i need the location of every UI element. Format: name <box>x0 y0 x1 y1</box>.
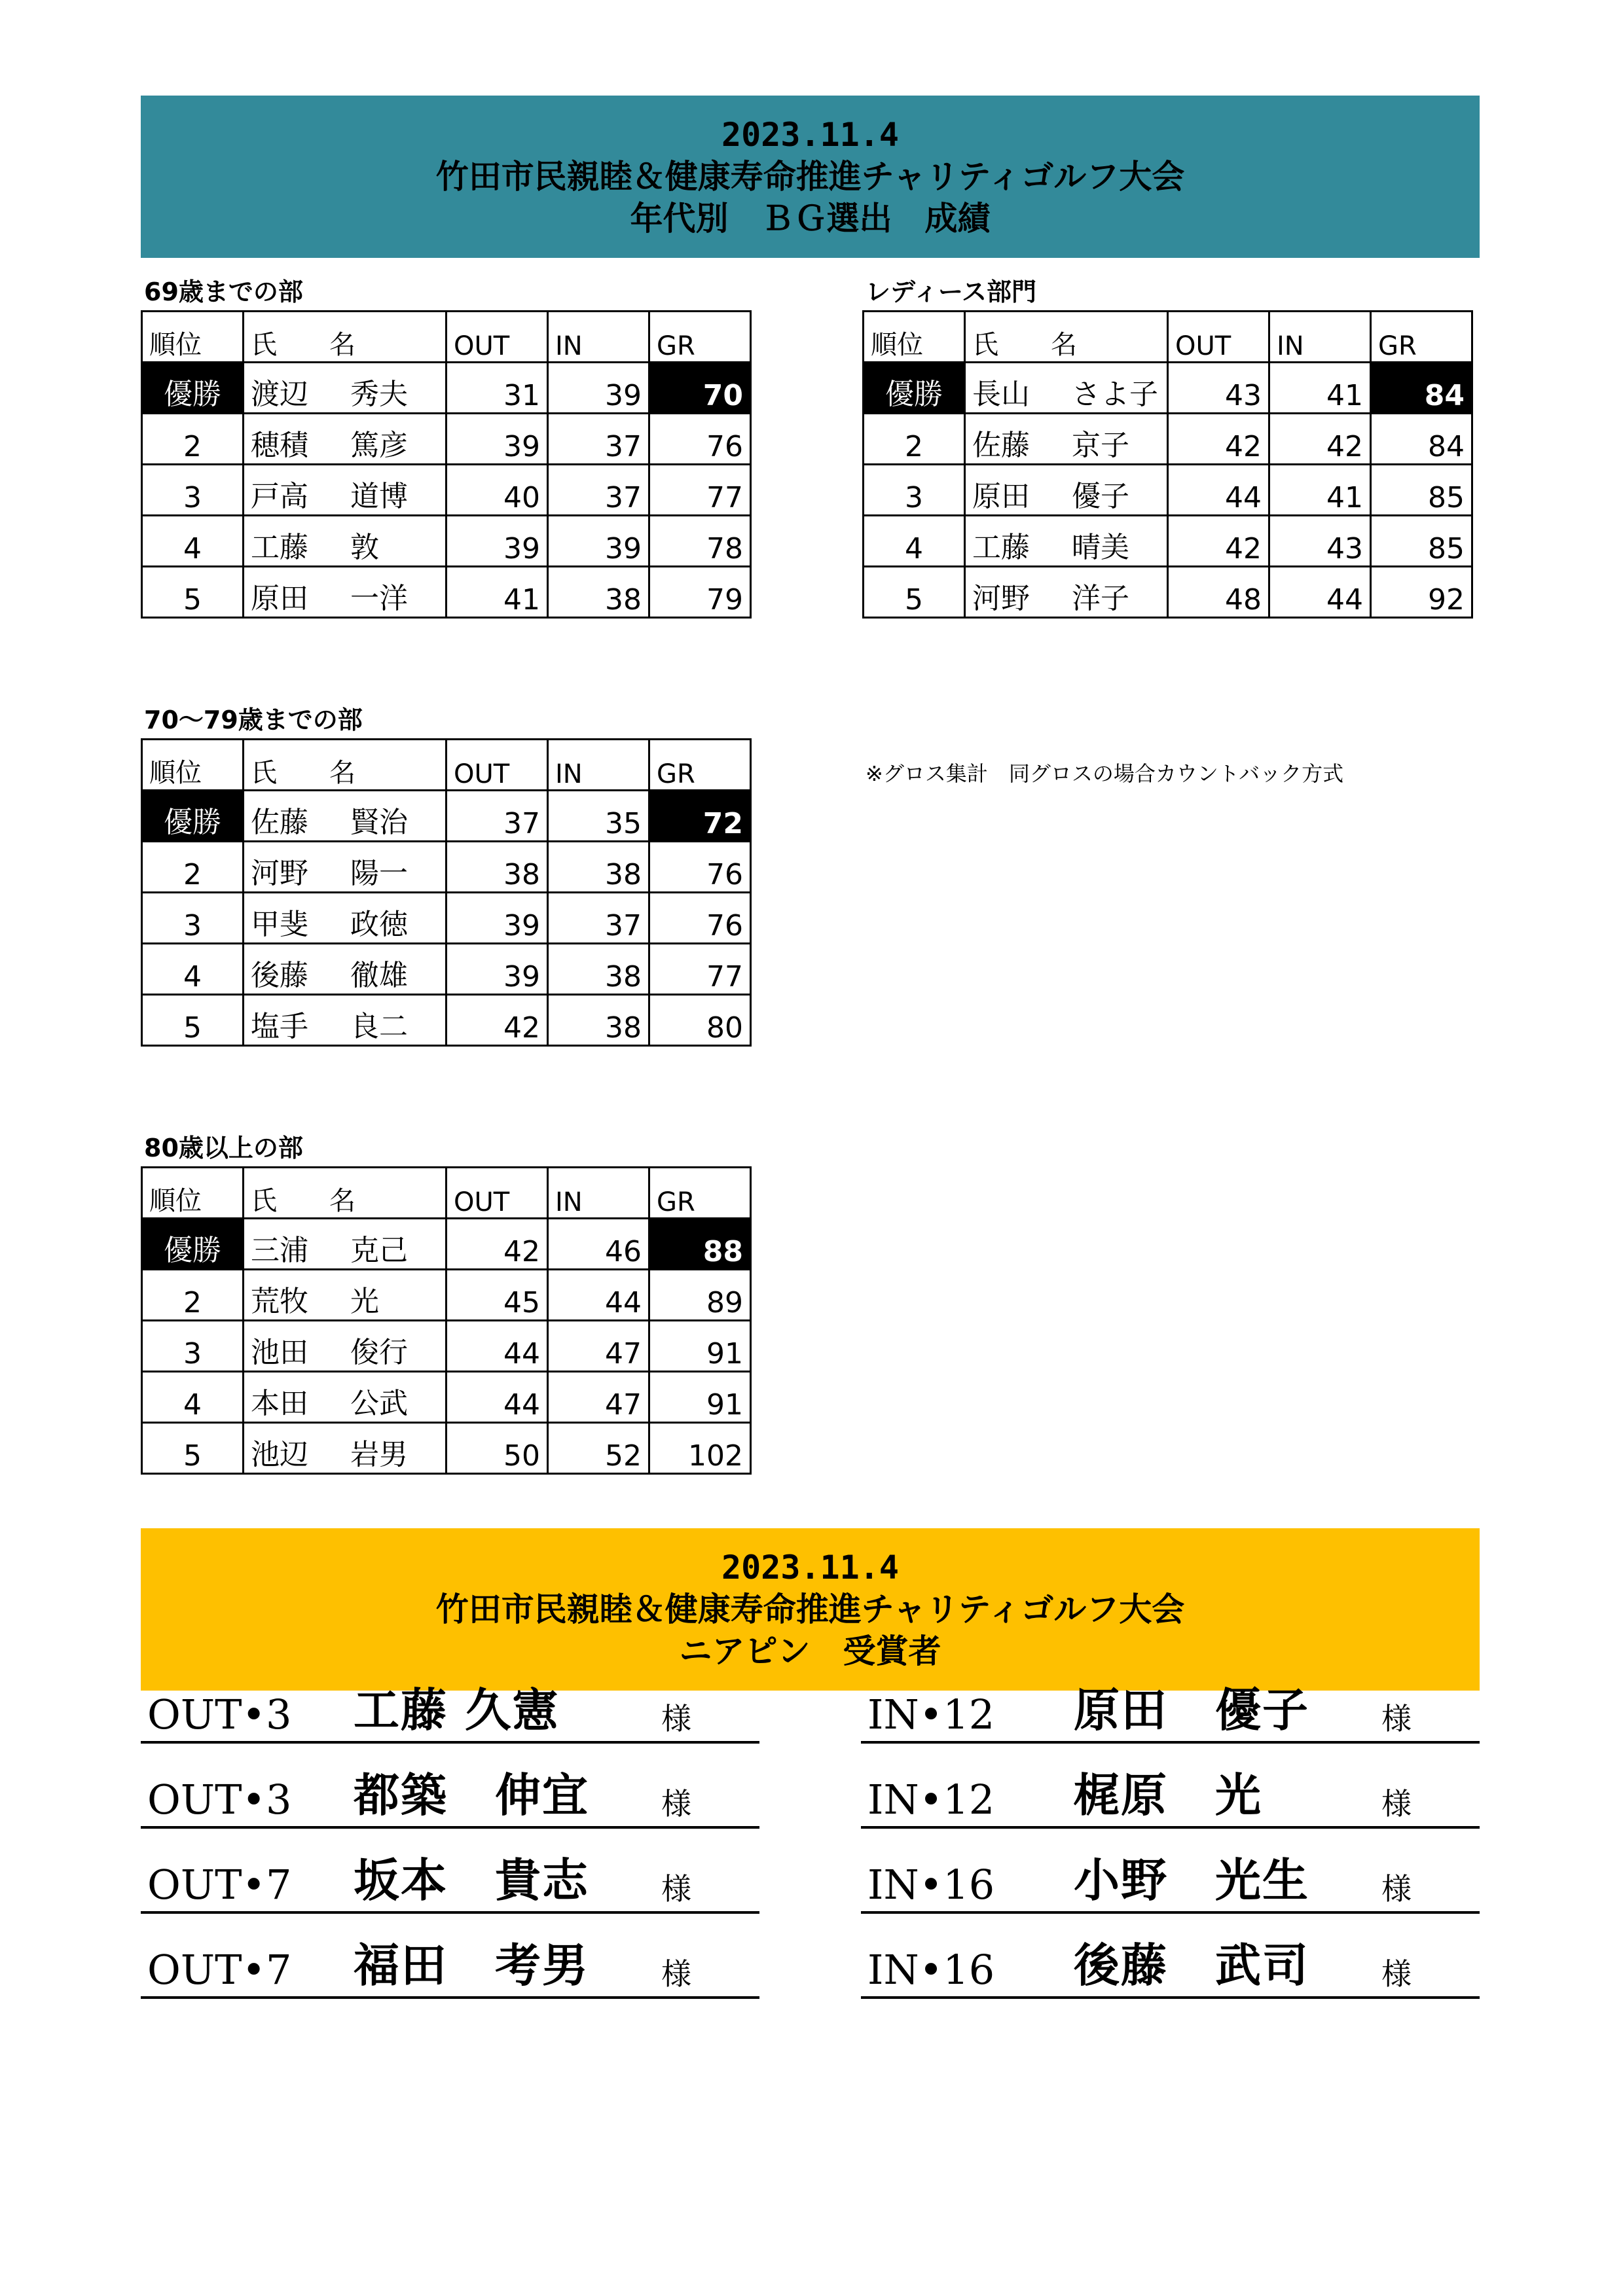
out-score: 44 <box>447 1372 548 1423</box>
surname: 池田 <box>251 1336 308 1369</box>
nearpin-winner-name: 小野 光生 <box>1074 1853 1309 1907</box>
gross-score: 72 <box>649 791 751 842</box>
table-row <box>142 567 751 618</box>
given-name: 優子 <box>1072 480 1129 513</box>
gross-score: 76 <box>649 842 751 893</box>
table-header-row <box>142 312 751 363</box>
given-name: 京子 <box>1072 429 1129 462</box>
section-label-under69: 69歳までの部 <box>144 278 303 306</box>
table-row <box>142 791 751 842</box>
honorific: 様 <box>1381 1871 1412 1907</box>
honorific: 様 <box>1381 1956 1412 1992</box>
gross-score: 91 <box>649 1372 751 1423</box>
honorific: 様 <box>1381 1701 1412 1736</box>
surname: 渡辺 <box>251 378 308 411</box>
rank-cell: 5 <box>142 995 244 1046</box>
out-score: 42 <box>447 995 548 1046</box>
given-name: 洋子 <box>1072 582 1129 615</box>
gross-score: 85 <box>1371 516 1472 567</box>
surname: 荒牧 <box>251 1285 308 1318</box>
section-label-ladies: レディース部門 <box>866 278 1037 306</box>
given-name: 俊行 <box>350 1336 408 1369</box>
in-score: 38 <box>548 995 649 1046</box>
column-header: GR <box>1371 312 1472 363</box>
rank-cell: 2 <box>864 414 965 465</box>
gross-score: 78 <box>649 516 751 567</box>
surname: 河野 <box>972 582 1030 615</box>
given-name: 篤彦 <box>350 429 408 462</box>
table-row <box>864 363 1472 414</box>
name-cell <box>965 465 1168 516</box>
surname: 穂積 <box>251 429 308 462</box>
rank-cell: 4 <box>142 1372 244 1423</box>
given-name: 克己 <box>350 1234 408 1267</box>
column-header: 順位 <box>864 312 965 363</box>
column-header: 順位 <box>142 740 244 791</box>
out-score: 48 <box>1168 567 1269 618</box>
given-name: 晴美 <box>1072 531 1129 564</box>
in-score: 37 <box>548 414 649 465</box>
given-name: 公武 <box>350 1387 408 1420</box>
rank-cell: 優勝 <box>142 363 244 414</box>
nearpin-winner-name: 原田 優子 <box>1074 1683 1309 1737</box>
out-score: 37 <box>447 791 548 842</box>
nearpin-hole: OUT•3 <box>147 1691 292 1738</box>
in-score: 41 <box>1269 465 1371 516</box>
surname: 工藤 <box>972 531 1030 564</box>
surname: 三浦 <box>251 1234 308 1267</box>
nearpin-row <box>141 1933 759 1999</box>
results-table-over80 <box>141 1166 752 1475</box>
rank-cell: 優勝 <box>864 363 965 414</box>
results-table-under69 <box>141 310 752 619</box>
table-row <box>142 1219 751 1270</box>
table-row <box>142 414 751 465</box>
name-cell <box>244 465 447 516</box>
gross-score: 77 <box>649 465 751 516</box>
gross-score: 92 <box>1371 567 1472 618</box>
table-row <box>142 1372 751 1423</box>
nearpin-banner-subtitle: ニアピン 受賞者 <box>679 1632 941 1670</box>
column-header: OUT <box>447 312 548 363</box>
column-header: IN <box>1269 312 1371 363</box>
table-row <box>864 516 1472 567</box>
gross-score: 76 <box>649 893 751 944</box>
table-header-row <box>864 312 1472 363</box>
results-banner <box>141 96 1480 258</box>
surname: 原田 <box>972 480 1030 513</box>
rank-cell: 5 <box>142 567 244 618</box>
out-score: 42 <box>1168 414 1269 465</box>
in-score: 52 <box>548 1423 649 1474</box>
nearpin-hole: IN•16 <box>867 1861 995 1909</box>
rank-cell: 3 <box>142 1321 244 1372</box>
name-cell <box>244 1423 447 1474</box>
rank-cell: 4 <box>142 516 244 567</box>
surname: 池辺 <box>251 1438 308 1471</box>
out-score: 38 <box>447 842 548 893</box>
nearpin-hole: OUT•3 <box>147 1776 292 1823</box>
column-header: IN <box>548 1168 649 1219</box>
nearpin-row <box>861 1933 1480 1999</box>
in-score: 41 <box>1269 363 1371 414</box>
name-cell <box>244 516 447 567</box>
table-row <box>142 465 751 516</box>
column-header: 順位 <box>142 312 244 363</box>
column-header: IN <box>548 740 649 791</box>
gross-score: 80 <box>649 995 751 1046</box>
rank-cell: 5 <box>864 567 965 618</box>
table-row <box>142 995 751 1046</box>
table-row <box>142 363 751 414</box>
out-score: 39 <box>447 944 548 995</box>
name-cell <box>244 893 447 944</box>
in-score: 44 <box>1269 567 1371 618</box>
name-cell <box>965 516 1168 567</box>
gross-score: 76 <box>649 414 751 465</box>
column-header: GR <box>649 740 751 791</box>
in-score: 38 <box>548 567 649 618</box>
name-cell <box>244 1372 447 1423</box>
column-header: OUT <box>1168 312 1269 363</box>
name-cell <box>965 363 1168 414</box>
table-row <box>142 944 751 995</box>
out-score: 43 <box>1168 363 1269 414</box>
out-score: 39 <box>447 414 548 465</box>
name-cell <box>965 567 1168 618</box>
surname: 本田 <box>251 1387 308 1420</box>
name-cell <box>965 414 1168 465</box>
honorific: 様 <box>661 1871 691 1907</box>
nearpin-hole: OUT•7 <box>147 1861 292 1909</box>
given-name: 徹雄 <box>350 959 408 992</box>
name-cell <box>244 1270 447 1321</box>
out-score: 42 <box>1168 516 1269 567</box>
name-cell <box>244 1321 447 1372</box>
honorific: 様 <box>661 1786 691 1821</box>
rank-cell: 4 <box>864 516 965 567</box>
rank-cell: 2 <box>142 1270 244 1321</box>
gross-score: 85 <box>1371 465 1472 516</box>
nearpin-row <box>861 1763 1480 1829</box>
surname: 長山 <box>972 378 1030 411</box>
name-cell <box>244 414 447 465</box>
nearpin-hole: IN•12 <box>867 1776 995 1823</box>
surname: 原田 <box>251 582 308 615</box>
gross-score: 84 <box>1371 414 1472 465</box>
surname: 佐藤 <box>251 806 308 839</box>
surname: 後藤 <box>251 959 308 992</box>
nearpin-winner-name: 後藤 武司 <box>1074 1938 1309 1992</box>
column-header: 氏 名 <box>965 312 1168 363</box>
in-score: 38 <box>548 842 649 893</box>
nearpin-winner-name: 福田 考男 <box>354 1938 589 1992</box>
nearpin-row <box>141 1848 759 1914</box>
in-score: 44 <box>548 1270 649 1321</box>
out-score: 39 <box>447 516 548 567</box>
gross-score: 84 <box>1371 363 1472 414</box>
nearpin-hole: OUT•7 <box>147 1946 292 1994</box>
banner-event-title: 竹田市民親睦＆健康寿命推進チャリティゴルフ大会 <box>435 158 1185 196</box>
column-header: GR <box>649 312 751 363</box>
name-cell <box>244 363 447 414</box>
surname: 塩手 <box>251 1010 308 1043</box>
table-row <box>142 1321 751 1372</box>
column-header: 氏 名 <box>244 312 447 363</box>
column-header: 氏 名 <box>244 740 447 791</box>
table-header-row <box>142 740 751 791</box>
given-name: 賢治 <box>350 806 408 839</box>
column-header: OUT <box>447 1168 548 1219</box>
out-score: 41 <box>447 567 548 618</box>
nearpin-hole: IN•12 <box>867 1691 995 1738</box>
name-cell <box>244 1219 447 1270</box>
nearpin-banner <box>141 1528 1480 1691</box>
given-name: 一洋 <box>350 582 408 615</box>
gross-score: 79 <box>649 567 751 618</box>
name-cell <box>244 944 447 995</box>
surname: 河野 <box>251 857 308 890</box>
surname: 佐藤 <box>972 429 1030 462</box>
given-name: 道博 <box>350 480 408 513</box>
column-header: 氏 名 <box>244 1168 447 1219</box>
rank-cell: 5 <box>142 1423 244 1474</box>
honorific: 様 <box>1381 1786 1412 1821</box>
in-score: 39 <box>548 363 649 414</box>
name-cell <box>244 995 447 1046</box>
rank-cell: 3 <box>864 465 965 516</box>
in-score: 38 <box>548 944 649 995</box>
gross-score: 88 <box>649 1219 751 1270</box>
name-cell <box>244 842 447 893</box>
in-score: 43 <box>1269 516 1371 567</box>
results-table-ladies <box>862 310 1473 619</box>
surname: 工藤 <box>251 531 308 564</box>
name-cell <box>244 791 447 842</box>
section-label-age70s: 70～79歳までの部 <box>144 706 363 734</box>
nearpin-row <box>141 1678 759 1744</box>
rank-cell: 優勝 <box>142 1219 244 1270</box>
gross-score: 102 <box>649 1423 751 1474</box>
gross-score: 89 <box>649 1270 751 1321</box>
out-score: 42 <box>447 1219 548 1270</box>
given-name: 陽一 <box>350 857 408 890</box>
scoring-note: ※グロス集計 同グロスの場合カウントバック方式 <box>866 761 1344 786</box>
table-row <box>142 893 751 944</box>
table-row <box>142 1423 751 1474</box>
gross-score: 70 <box>649 363 751 414</box>
in-score: 47 <box>548 1372 649 1423</box>
table-row <box>864 465 1472 516</box>
nearpin-row <box>861 1848 1480 1914</box>
banner-date: 2023.11.4 <box>721 116 899 154</box>
rank-cell: 3 <box>142 465 244 516</box>
given-name: 政徳 <box>350 908 408 941</box>
given-name: 光 <box>350 1285 379 1318</box>
rank-cell: 4 <box>142 944 244 995</box>
gross-score: 91 <box>649 1321 751 1372</box>
table-row <box>142 842 751 893</box>
out-score: 44 <box>447 1321 548 1372</box>
gross-score: 77 <box>649 944 751 995</box>
given-name: 敦 <box>350 531 379 564</box>
table-row <box>142 1270 751 1321</box>
given-name: さよ子 <box>1072 378 1158 411</box>
nearpin-winner-name: 都築 伸宜 <box>354 1768 589 1822</box>
out-score: 50 <box>447 1423 548 1474</box>
nearpin-winner-name: 坂本 貴志 <box>354 1853 589 1907</box>
nearpin-row <box>861 1678 1480 1744</box>
column-header: OUT <box>447 740 548 791</box>
nearpin-banner-event-title: 竹田市民親睦＆健康寿命推進チャリティゴルフ大会 <box>435 1590 1185 1628</box>
in-score: 37 <box>548 465 649 516</box>
results-table-age70s <box>141 738 752 1047</box>
given-name: 良二 <box>350 1010 408 1043</box>
column-header: 順位 <box>142 1168 244 1219</box>
honorific: 様 <box>661 1701 691 1736</box>
in-score: 42 <box>1269 414 1371 465</box>
in-score: 47 <box>548 1321 649 1372</box>
surname: 戸高 <box>251 480 308 513</box>
column-header: GR <box>649 1168 751 1219</box>
nearpin-row <box>141 1763 759 1829</box>
out-score: 31 <box>447 363 548 414</box>
section-label-over80: 80歳以上の部 <box>144 1134 303 1162</box>
table-row <box>864 567 1472 618</box>
nearpin-winner-name: 梶原 光 <box>1074 1768 1262 1822</box>
table-header-row <box>142 1168 751 1219</box>
name-cell <box>244 567 447 618</box>
out-score: 44 <box>1168 465 1269 516</box>
honorific: 様 <box>661 1956 691 1992</box>
nearpin-banner-date: 2023.11.4 <box>721 1549 899 1587</box>
in-score: 35 <box>548 791 649 842</box>
given-name: 秀夫 <box>350 378 408 411</box>
nearpin-hole: IN•16 <box>867 1946 995 1994</box>
table-row <box>142 516 751 567</box>
column-header: IN <box>548 312 649 363</box>
given-name: 岩男 <box>350 1438 408 1471</box>
table-row <box>864 414 1472 465</box>
rank-cell: 優勝 <box>142 791 244 842</box>
in-score: 37 <box>548 893 649 944</box>
rank-cell: 2 <box>142 414 244 465</box>
out-score: 45 <box>447 1270 548 1321</box>
nearpin-winner-name: 工藤 久憲 <box>354 1683 560 1737</box>
rank-cell: 2 <box>142 842 244 893</box>
out-score: 40 <box>447 465 548 516</box>
in-score: 46 <box>548 1219 649 1270</box>
in-score: 39 <box>548 516 649 567</box>
out-score: 39 <box>447 893 548 944</box>
banner-subtitle: 年代別 ＢＧ選出 成績 <box>630 200 991 238</box>
rank-cell: 3 <box>142 893 244 944</box>
surname: 甲斐 <box>251 908 308 941</box>
